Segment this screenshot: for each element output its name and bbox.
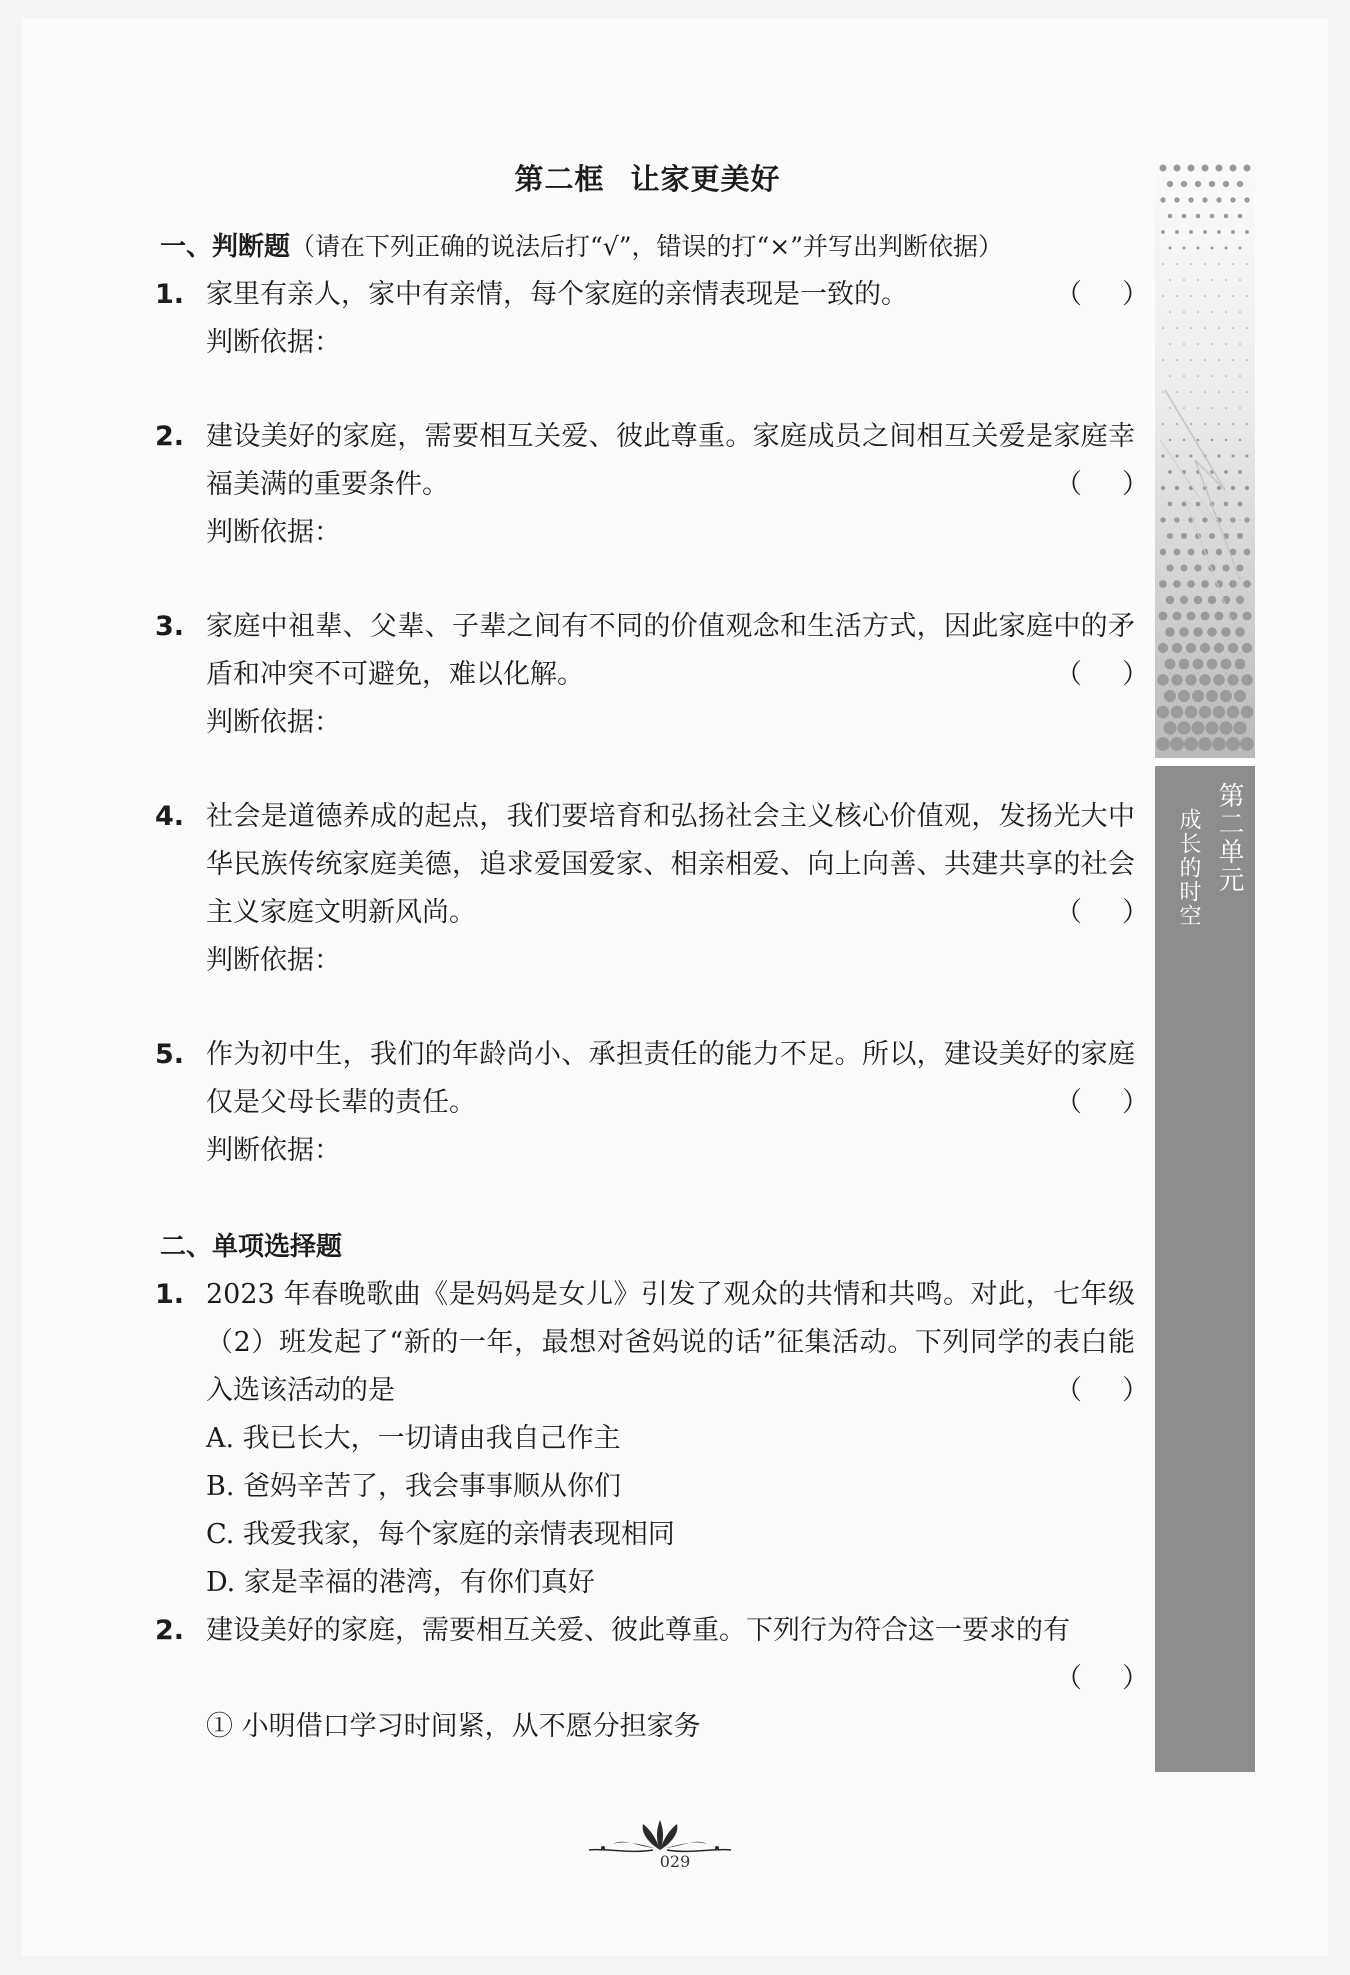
halftone-dot <box>1169 407 1171 409</box>
answer-parentheses[interactable]: （ ） <box>1055 1375 1149 1406</box>
halftone-dot <box>1181 181 1187 187</box>
answer-space[interactable] <box>160 1175 1135 1221</box>
basis-label: 判断依据： <box>206 707 341 738</box>
halftone-dot <box>1193 627 1203 637</box>
halftone-dot <box>1204 295 1206 297</box>
halftone-dot <box>1197 247 1200 250</box>
section-heading-choice: 二、单项选择题 <box>160 1232 343 1262</box>
halftone-dot <box>1246 423 1248 425</box>
halftone-dot <box>1231 454 1234 457</box>
basis-label: 判断依据： <box>206 945 341 976</box>
unit-sidebar <box>1155 160 1255 1772</box>
halftone-dot <box>1162 327 1164 329</box>
page-number: 029 <box>659 1852 691 1871</box>
halftone-dot <box>1211 247 1214 250</box>
halftone-dot <box>1218 423 1220 425</box>
halftone-dot <box>1168 502 1173 507</box>
halftone-dot <box>1175 230 1179 234</box>
halftone-dot <box>1246 359 1248 361</box>
halftone-dot <box>1235 659 1246 670</box>
halftone-dot <box>1176 391 1178 393</box>
halftone-dot <box>1205 721 1218 734</box>
halftone-dot <box>1204 263 1206 265</box>
halftone-dot <box>1197 375 1199 377</box>
halftone-dot <box>1245 454 1248 457</box>
halftone-dot <box>1174 165 1181 172</box>
halftone-dot <box>1169 279 1171 281</box>
halftone-dot <box>1207 659 1218 670</box>
basis-label: 判断依据： <box>206 517 341 548</box>
halftone-dot <box>1232 423 1234 425</box>
halftone-dot <box>1246 295 1248 297</box>
halftone-dot <box>1199 674 1210 685</box>
halftone-dot <box>1190 423 1192 425</box>
sidebar-unit-band <box>1155 766 1255 1772</box>
halftone-dot <box>1214 643 1224 653</box>
halftone-dot <box>1226 737 1240 751</box>
halftone-dot <box>1196 502 1201 507</box>
halftone-dot <box>1162 263 1164 265</box>
halftone-dot <box>1167 533 1173 539</box>
halftone-dot <box>1169 375 1171 377</box>
halftone-dot <box>1209 533 1215 539</box>
halftone-dot <box>1211 439 1213 441</box>
halftone-dot <box>1225 247 1228 250</box>
halftone-dot <box>1231 486 1235 490</box>
halftone-dot <box>1188 165 1195 172</box>
answer-space[interactable] <box>160 557 1135 603</box>
answer-space[interactable] <box>160 367 1135 413</box>
halftone-dot <box>1201 580 1209 588</box>
halftone-dot <box>1192 690 1204 702</box>
halftone-dot <box>1202 517 1207 522</box>
halftone-dot <box>1190 263 1192 265</box>
halftone-dot <box>1236 596 1244 604</box>
statement-item: ① 小明借口学习时间紧，从不愿分担家务 <box>206 1711 701 1742</box>
halftone-dot <box>1174 549 1181 556</box>
halftone-dot <box>1242 643 1252 653</box>
halftone-dot <box>1246 327 1248 329</box>
halftone-dot <box>1185 674 1196 685</box>
halftone-dot <box>1239 439 1241 441</box>
halftone-dot <box>1183 439 1185 441</box>
halftone-dot <box>1190 359 1192 361</box>
halftone-dot <box>1244 197 1249 202</box>
halftone-dot <box>1178 690 1190 702</box>
choice-question: 2. 建设美好的家庭，需要相互关爱、彼此尊重。下列行为符合这一要求的有 <box>154 1615 1070 1646</box>
halftone-dot <box>1239 279 1241 281</box>
halftone-dot <box>1175 454 1178 457</box>
halftone-dot <box>1189 454 1192 457</box>
halftone-dot <box>1211 407 1213 409</box>
halftone-dot <box>1190 327 1192 329</box>
halftone-dot <box>1197 311 1199 313</box>
halftone-dot <box>1219 721 1232 734</box>
halftone-dot <box>1176 359 1178 361</box>
halftone-dot <box>1204 391 1206 393</box>
halftone-dot <box>1183 343 1185 345</box>
halftone-dot <box>1218 295 1220 297</box>
halftone-dot <box>1221 659 1232 670</box>
basis-label: 判断依据： <box>206 327 341 358</box>
halftone-dot <box>1210 214 1215 219</box>
halftone-dot <box>1224 214 1229 219</box>
halftone-dot <box>1169 247 1172 250</box>
halftone-dot <box>1194 564 1201 571</box>
halftone-dot <box>1160 517 1165 522</box>
halftone-dot <box>1174 517 1179 522</box>
halftone-dot <box>1225 375 1227 377</box>
halftone-dot <box>1223 181 1229 187</box>
unit-number: 第二单元 <box>1214 782 1244 894</box>
halftone-dot <box>1183 375 1185 377</box>
halftone-dot <box>1216 165 1223 172</box>
halftone-dot <box>1189 230 1193 234</box>
halftone-dot <box>1177 721 1190 734</box>
unit-title: 成长的时空 <box>1176 808 1201 928</box>
halftone-dot <box>1173 580 1181 588</box>
halftone-dot <box>1218 327 1220 329</box>
halftone-dot <box>1224 470 1228 474</box>
halftone-dot <box>1239 247 1242 250</box>
halftone-dot <box>1183 279 1185 281</box>
halftone-dot <box>1197 343 1199 345</box>
halftone-dot <box>1203 230 1207 234</box>
halftone-dot <box>1195 181 1201 187</box>
halftone-dot <box>1213 706 1226 719</box>
halftone-dot <box>1194 596 1202 604</box>
halftone-dot <box>1224 502 1229 507</box>
halftone-dot <box>1161 454 1164 457</box>
halftone-dot <box>1202 197 1207 202</box>
halftone-dot <box>1216 197 1221 202</box>
halftone-dot <box>1233 721 1246 734</box>
halftone-dot <box>1239 311 1241 313</box>
halftone-dot <box>1243 580 1251 588</box>
choice-option-b[interactable]: B. 爸妈辛苦了，我会事事顺从你们 <box>206 1471 622 1502</box>
halftone-dot <box>1225 279 1227 281</box>
halftone-dot <box>1160 197 1165 202</box>
halftone-dot <box>1162 295 1164 297</box>
halftone-dot <box>1244 549 1251 556</box>
halftone-dot <box>1200 643 1210 653</box>
halftone-dot <box>1218 359 1220 361</box>
halftone-dot <box>1218 391 1220 393</box>
halftone-dot <box>1174 197 1179 202</box>
halftone-dot <box>1193 659 1204 670</box>
halftone-dot <box>1218 263 1220 265</box>
choice-question: 1. 2023 年春晚歌曲《是妈妈是女儿》引发了观众的共情和共鸣。对此，七年级（2）班发起了“新的一年，最想对爸妈说的话”征集活动。下列同学的表白能入选该活动的是 <box>154 1279 1135 1406</box>
halftone-dot <box>1176 327 1178 329</box>
halftone-dot <box>1160 549 1167 556</box>
halftone-dot <box>1243 612 1252 621</box>
halftone-dot <box>1204 359 1206 361</box>
halftone-dot <box>1161 230 1165 234</box>
judgment-question: 4. 社会是道德养成的起点，我们要培育和弘扬社会主义核心价值观，发扬光大中华民族传统家庭美德，追求爱国爱家、相亲相爱、向上向善、共建共享的社会主义家庭文明新风尚。 <box>154 801 1135 928</box>
halftone-dot <box>1231 230 1235 234</box>
halftone-dot <box>1165 659 1176 670</box>
halftone-dot <box>1238 502 1243 507</box>
halftone-dot <box>1179 627 1189 637</box>
halftone-dot <box>1171 706 1184 719</box>
halftone-dot <box>1232 391 1234 393</box>
halftone-dot <box>1215 612 1224 621</box>
halftone-dot <box>1164 690 1176 702</box>
halftone-dot <box>1198 737 1212 751</box>
halftone-dot <box>1237 181 1243 187</box>
halftone-dot <box>1229 580 1237 588</box>
dot-pattern-icon <box>1155 160 1255 758</box>
halftone-dot <box>1183 407 1185 409</box>
answer-space[interactable] <box>160 747 1135 793</box>
halftone-dot <box>1196 214 1201 219</box>
halftone-dot <box>1171 674 1182 685</box>
halftone-dot <box>1165 627 1175 637</box>
halftone-dot <box>1234 690 1246 702</box>
halftone-dot <box>1230 165 1237 172</box>
halftone-dot <box>1204 327 1206 329</box>
halftone-dot <box>1241 706 1254 719</box>
halftone-dot <box>1230 517 1235 522</box>
judgment-question: 3. 家庭中祖辈、父辈、子辈之间有不同的价值观念和生活方式，因此家庭中的矛盾和冲突不可避免，难以化解。 <box>154 611 1135 690</box>
halftone-dot <box>1159 580 1167 588</box>
halftone-dot <box>1169 439 1171 441</box>
halftone-dot <box>1211 375 1213 377</box>
halftone-dot <box>1156 737 1170 751</box>
halftone-dot <box>1241 674 1252 685</box>
judgment-question: 2. 建设美好的家庭，需要相互关爱、彼此尊重。家庭成员之间相互关爱是家庭幸福美满的重要条件。 <box>154 421 1135 500</box>
halftone-dot <box>1211 311 1213 313</box>
halftone-dot <box>1197 279 1199 281</box>
halftone-dot <box>1216 549 1223 556</box>
halftone-dot <box>1184 737 1198 751</box>
halftone-dot <box>1227 706 1240 719</box>
halftone-dot <box>1169 311 1171 313</box>
answer-space[interactable] <box>160 985 1135 1031</box>
halftone-dot <box>1228 643 1238 653</box>
basis-label: 判断依据： <box>206 1135 341 1166</box>
halftone-dot <box>1190 295 1192 297</box>
halftone-dot <box>1166 596 1174 604</box>
halftone-dot <box>1232 295 1234 297</box>
halftone-dot <box>1179 659 1190 670</box>
halftone-dot <box>1158 643 1168 653</box>
halftone-dot <box>1225 439 1227 441</box>
halftone-dot <box>1186 643 1196 653</box>
halftone-dot <box>1162 391 1164 393</box>
halftone-dot <box>1169 343 1171 345</box>
halftone-dot <box>1232 327 1234 329</box>
halftone-dot <box>1190 391 1192 393</box>
halftone-dot <box>1227 674 1238 685</box>
halftone-dot <box>1188 197 1193 202</box>
answer-parentheses[interactable]: （ ） <box>1055 1663 1149 1694</box>
halftone-dot <box>1172 643 1182 653</box>
halftone-dot <box>1202 165 1209 172</box>
halftone-dot <box>1246 391 1248 393</box>
halftone-dot <box>1162 359 1164 361</box>
halftone-dot <box>1159 612 1168 621</box>
worksheet-content <box>154 155 1149 1751</box>
halftone-dot <box>1245 230 1249 234</box>
halftone-dot <box>1211 343 1213 345</box>
choice-option-c[interactable]: C. 我爱我家，每个家庭的亲情表现相同 <box>206 1519 675 1550</box>
halftone-dot <box>1173 612 1182 621</box>
halftone-dot <box>1217 230 1221 234</box>
halftone-dot <box>1222 564 1229 571</box>
halftone-dot <box>1225 343 1227 345</box>
halftone-dot <box>1204 423 1206 425</box>
halftone-dot <box>1230 197 1235 202</box>
halftone-dot <box>1157 674 1168 685</box>
halftone-dot <box>1246 263 1248 265</box>
halftone-dot <box>1201 612 1210 621</box>
halftone-dot <box>1176 423 1178 425</box>
halftone-dot <box>1239 343 1241 345</box>
answer-parentheses[interactable]: （ ） <box>1055 659 1149 690</box>
halftone-dot <box>1182 214 1187 219</box>
answer-parentheses[interactable]: （ ） <box>1055 469 1149 500</box>
halftone-dot <box>1211 279 1213 281</box>
halftone-dot <box>1183 247 1186 250</box>
halftone-dot <box>1236 564 1243 571</box>
halftone-dot <box>1213 674 1224 685</box>
halftone-dot <box>1225 311 1227 313</box>
halftone-dot <box>1168 214 1173 219</box>
halftone-dot <box>1157 706 1170 719</box>
halftone-dot <box>1199 706 1212 719</box>
halftone-dot <box>1185 706 1198 719</box>
section-instruction: （请在下列正确的说法后打“√”，错误的打“×”并写出判断依据） <box>290 232 1004 261</box>
halftone-dot <box>1232 263 1234 265</box>
halftone-dot <box>1212 737 1226 751</box>
halftone-dot <box>1239 375 1241 377</box>
halftone-dot <box>1175 486 1179 490</box>
halftone-dot <box>1197 439 1199 441</box>
halftone-dot <box>1167 181 1173 187</box>
halftone-dot <box>1187 612 1196 621</box>
halftone-dot <box>1170 737 1184 751</box>
halftone-dot <box>1208 596 1216 604</box>
halftone-dot <box>1239 407 1241 409</box>
choice-option-a[interactable]: A. 我已长大，一切请由我自己作主 <box>206 1423 621 1454</box>
answer-parentheses[interactable]: （ ） <box>1055 279 1149 310</box>
halftone-dot <box>1197 407 1199 409</box>
halftone-dot <box>1183 311 1185 313</box>
halftone-dot <box>1220 690 1232 702</box>
halftone-dot <box>1207 627 1217 637</box>
halftone-dot <box>1238 214 1243 219</box>
halftone-dot <box>1191 721 1204 734</box>
halftone-dot <box>1209 181 1215 187</box>
halftone-dot <box>1166 564 1173 571</box>
sidebar-decoration <box>1155 160 1255 758</box>
halftone-dot <box>1237 533 1243 539</box>
halftone-dot <box>1176 295 1178 297</box>
halftone-dot <box>1238 470 1242 474</box>
halftone-dot <box>1187 580 1195 588</box>
halftone-dot <box>1188 549 1195 556</box>
answer-parentheses[interactable]: （ ） <box>1055 1087 1149 1118</box>
halftone-dot <box>1160 165 1167 172</box>
halftone-dot <box>1235 627 1245 637</box>
halftone-dot <box>1168 470 1172 474</box>
halftone-dot <box>1232 359 1234 361</box>
halftone-dot <box>1244 165 1251 172</box>
halftone-dot <box>1161 486 1165 490</box>
judgment-question: 5. 作为初中生，我们的年龄尚小、承担责任的能力不足。所以，建设美好的家庭仅是父母长辈的责任。 <box>154 1039 1135 1118</box>
halftone-dot <box>1163 721 1176 734</box>
answer-parentheses[interactable]: （ ） <box>1055 897 1149 928</box>
halftone-dot <box>1180 564 1187 571</box>
halftone-dot <box>1245 486 1249 490</box>
halftone-dot <box>1206 690 1218 702</box>
judgment-question: 1. 家里有亲人，家中有亲情，每个家庭的亲情表现是一致的。 （ ） <box>160 271 1135 319</box>
section-heading-judgment: 一、判断题（请在下列正确的说法后打“√”，错误的打“×”并写出判断依据） <box>160 232 1004 262</box>
halftone-dot <box>1221 627 1231 637</box>
page-title: 第二框 让家更美好 <box>514 162 781 196</box>
halftone-dot <box>1162 423 1164 425</box>
halftone-dot <box>1180 596 1188 604</box>
halftone-dot <box>1225 407 1227 409</box>
halftone-dot <box>1176 263 1178 265</box>
halftone-dot <box>1244 517 1249 522</box>
halftone-dot <box>1240 737 1254 751</box>
halftone-dot <box>1181 533 1187 539</box>
choice-option-d[interactable]: D. 家是幸福的港湾，有你们真好 <box>206 1567 595 1598</box>
halftone-dot <box>1217 454 1220 457</box>
floral-ornament-icon <box>585 1818 735 1854</box>
